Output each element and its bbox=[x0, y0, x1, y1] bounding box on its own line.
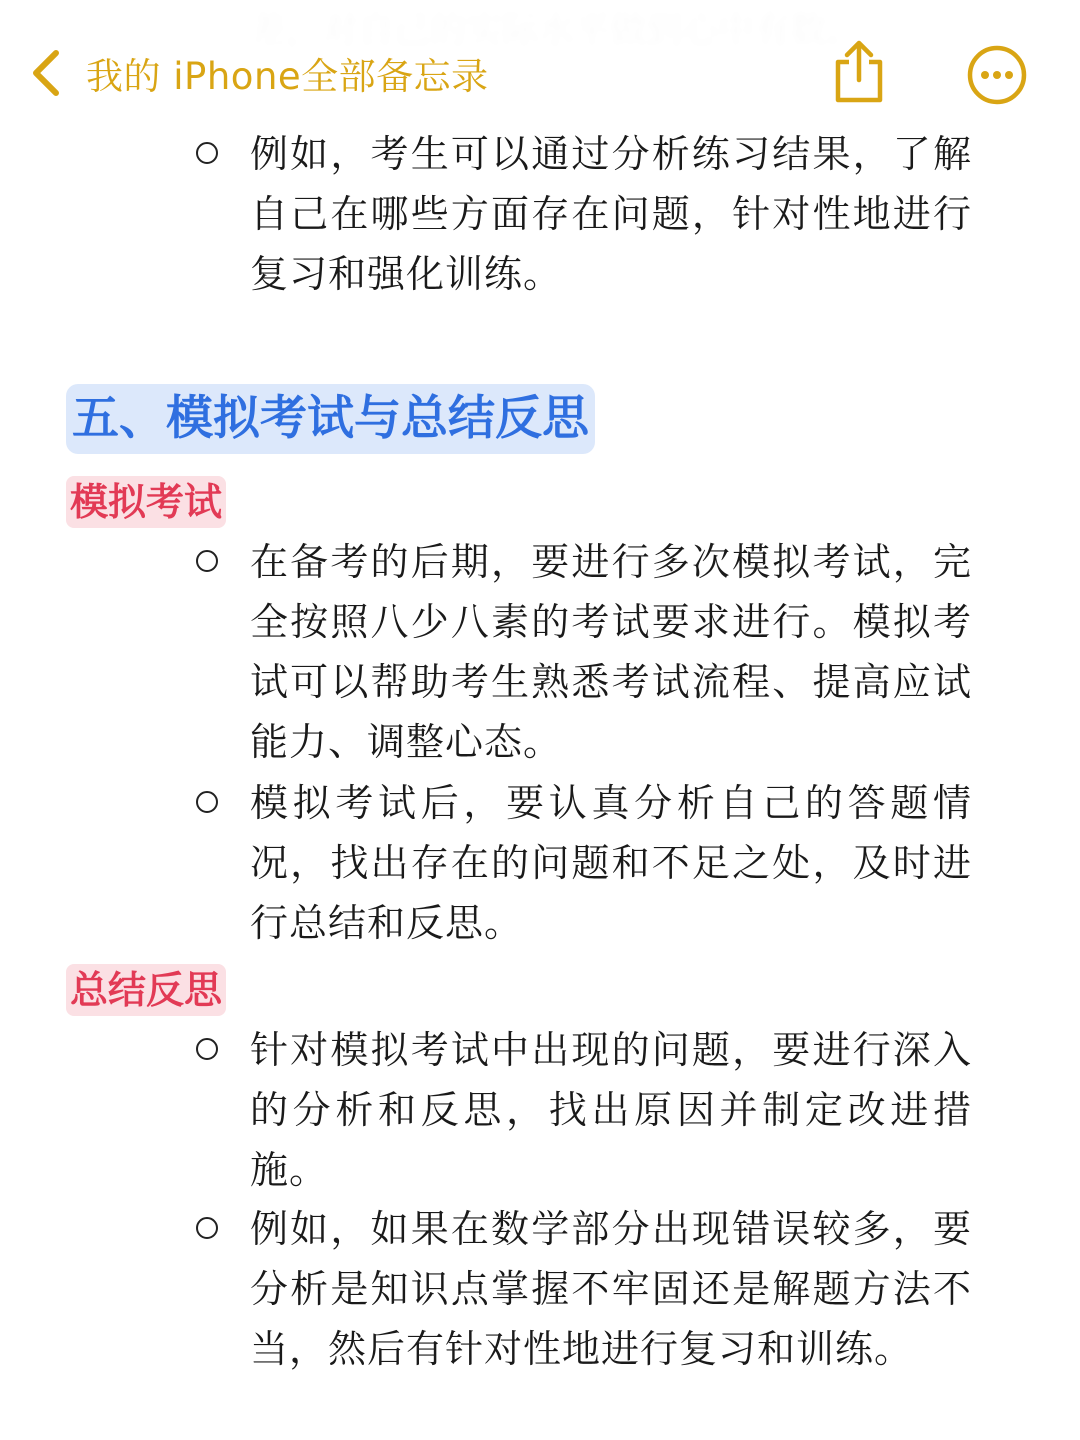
list-item: 针对模拟考试中出现的问题，要进行深入的分析和反思，找出原因并制定改进措施。 bbox=[250, 1028, 972, 1192]
more-icon bbox=[966, 44, 1028, 106]
back-button-label: 我的 iPhone全部备忘录 bbox=[86, 55, 489, 98]
share-icon bbox=[828, 38, 890, 106]
chevron-left-icon bbox=[28, 47, 64, 99]
list-item: 例如，如果在数学部分出现错误较多，要分析是知识点掌握不牢固还是解题方法不当，然后有针对性地进行复习和训练。 bbox=[250, 1207, 972, 1371]
navigation-bar bbox=[0, 0, 1080, 130]
subsection-title: 总结反思 bbox=[66, 964, 226, 1016]
back-button[interactable] bbox=[28, 40, 489, 106]
list-bullet bbox=[196, 550, 218, 572]
list-item: 例如，考生可以通过分析练习结果，了解自己在哪些方面存在问题，针对性地进行复习和强化训练。 bbox=[250, 132, 972, 296]
list-item: 在备考的后期，要进行多次模拟考试，完全按照八少八素的考试要求进行。模拟考试可以帮助考生熟悉考试流程、提高应试能力、调整心态。 bbox=[250, 540, 972, 764]
list-item: 模拟考试后，要认真分析自己的答题情况，找出存在的问题和不足之处，及时进行总结和反思。 bbox=[250, 781, 972, 945]
list-bullet bbox=[196, 1038, 218, 1060]
list-bullet bbox=[196, 142, 218, 164]
subsection-title: 模拟考试 bbox=[66, 476, 226, 528]
list-bullet bbox=[196, 1217, 218, 1239]
list-bullet bbox=[196, 791, 218, 813]
section-heading: 五、模拟考试与总结反思 bbox=[66, 384, 595, 454]
more-button[interactable] bbox=[966, 44, 1028, 106]
share-button[interactable] bbox=[828, 38, 890, 106]
